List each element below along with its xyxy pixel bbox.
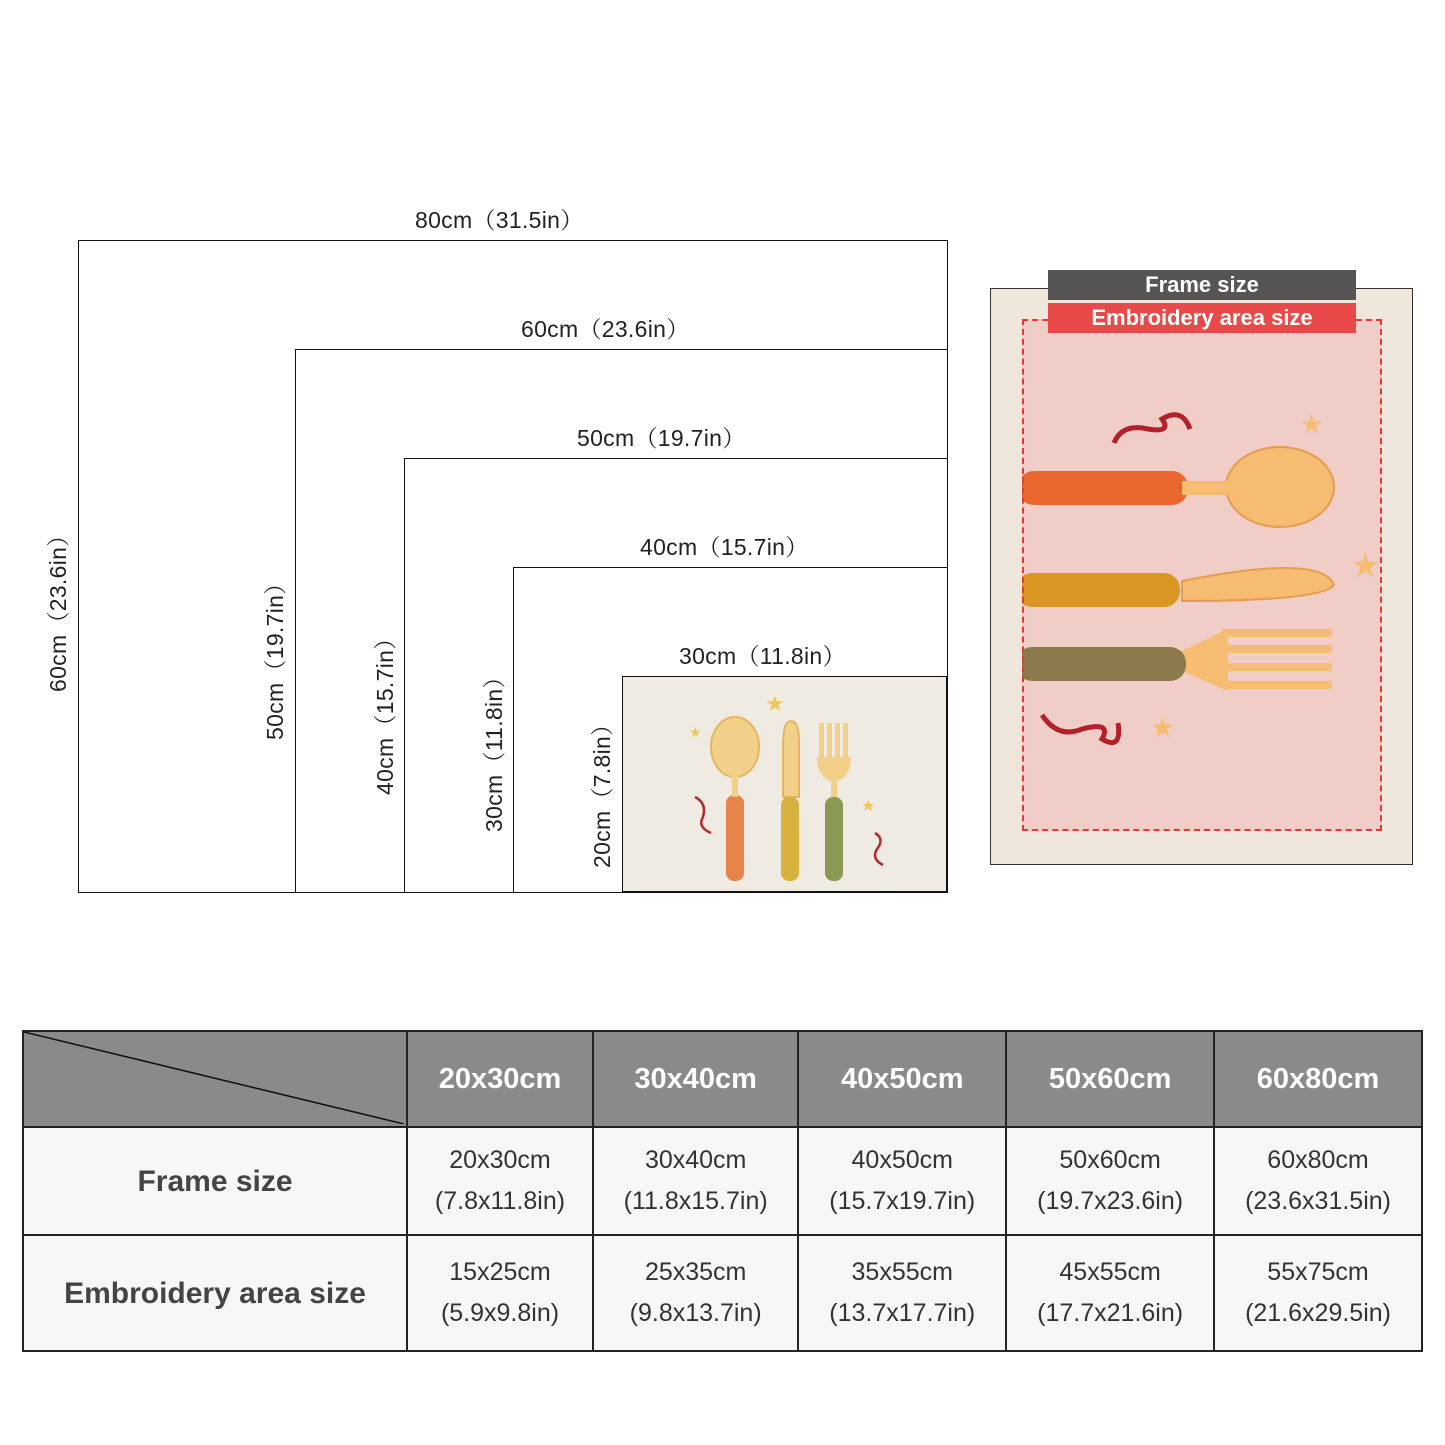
cell-cm: 60x80cm: [1267, 1146, 1369, 1174]
cell-cm: 30x40cm: [644, 1146, 747, 1174]
cell-in: (9.8x13.7in): [629, 1299, 762, 1327]
size-spec-table: [22, 1030, 1423, 1352]
table-cell: [798, 1127, 1006, 1235]
cell-in: (15.7x19.7in): [829, 1187, 976, 1215]
svg-text:★: ★: [689, 725, 702, 741]
column-header: 40x50cm: [798, 1031, 1006, 1127]
width-label-60: 60cm（23.6in）: [521, 316, 690, 342]
width-label-40: 40cm（15.7in）: [640, 534, 809, 560]
embroidery-sample-small: [622, 676, 947, 892]
table-cell: [1214, 1235, 1422, 1351]
cell-in: (5.9x9.8in): [440, 1299, 560, 1327]
embroidery-area-outline: [1022, 319, 1382, 831]
table-cell: [1006, 1235, 1214, 1351]
height-label-60: 60cm（23.6in）: [45, 523, 71, 692]
width-label-50: 50cm（19.7in）: [577, 425, 746, 451]
table-cell: [1006, 1127, 1214, 1235]
table-cell: [1214, 1127, 1422, 1235]
table-cell: [593, 1127, 798, 1235]
table-cell: [798, 1235, 1006, 1351]
column-header: 50x60cm: [1006, 1031, 1214, 1127]
svg-text:★: ★: [1150, 711, 1176, 744]
table-cell: [407, 1127, 593, 1235]
column-header: 60x80cm: [1214, 1031, 1422, 1127]
cutlery-illustration: [623, 677, 947, 892]
embroidery-area-tag: Embroidery area size: [1048, 303, 1356, 333]
svg-text:★: ★: [1350, 546, 1381, 586]
cell-cm: 45x55cm: [1059, 1258, 1161, 1286]
cell-cm: 35x55cm: [851, 1258, 953, 1286]
table-row-frame-size: [23, 1127, 1422, 1235]
cell-cm: 15x25cm: [449, 1258, 551, 1286]
svg-text:★: ★: [861, 796, 876, 815]
cell-cm: 55x75cm: [1267, 1258, 1369, 1286]
height-label-20: 20cm（7.8in）: [589, 712, 615, 868]
table-row-embroidery-area: [23, 1235, 1422, 1351]
table-corner-cell: [23, 1031, 407, 1127]
width-label-30: 30cm（11.8in）: [679, 643, 846, 669]
cell-in: (7.8x11.8in): [434, 1187, 566, 1215]
cell-cm: 25x35cm: [644, 1258, 747, 1286]
table-cell: [407, 1235, 593, 1351]
cell-in: (23.6x31.5in): [1245, 1187, 1391, 1215]
row-label: Frame size: [23, 1127, 407, 1235]
cell-in: (17.7x21.6in): [1037, 1299, 1184, 1327]
column-header: 30x40cm: [593, 1031, 798, 1127]
table-cell: [593, 1235, 798, 1351]
cell-cm: 20x30cm: [449, 1146, 551, 1174]
height-label-30: 30cm（11.8in）: [481, 665, 507, 832]
cell-in: (11.8x15.7in): [623, 1187, 768, 1215]
cell-cm: 40x50cm: [851, 1146, 953, 1174]
width-label-80: 80cm（31.5in）: [415, 207, 584, 233]
cell-cm: 50x60cm: [1059, 1146, 1161, 1174]
column-header: 20x30cm: [407, 1031, 593, 1127]
svg-text:★: ★: [765, 692, 785, 717]
table-header-row: [23, 1031, 1422, 1127]
diagonal-line: [24, 1032, 404, 1124]
cell-in: (13.7x17.7in): [829, 1299, 976, 1327]
height-label-40: 40cm（15.7in）: [372, 626, 398, 795]
cell-in: (19.7x23.6in): [1037, 1187, 1184, 1215]
cell-in: (21.6x29.5in): [1245, 1299, 1391, 1327]
frame-size-tag: Frame size: [1048, 270, 1356, 300]
row-label: Embroidery area size: [23, 1235, 407, 1351]
height-label-50: 50cm（19.7in）: [262, 571, 288, 740]
svg-text:★: ★: [1300, 410, 1324, 440]
